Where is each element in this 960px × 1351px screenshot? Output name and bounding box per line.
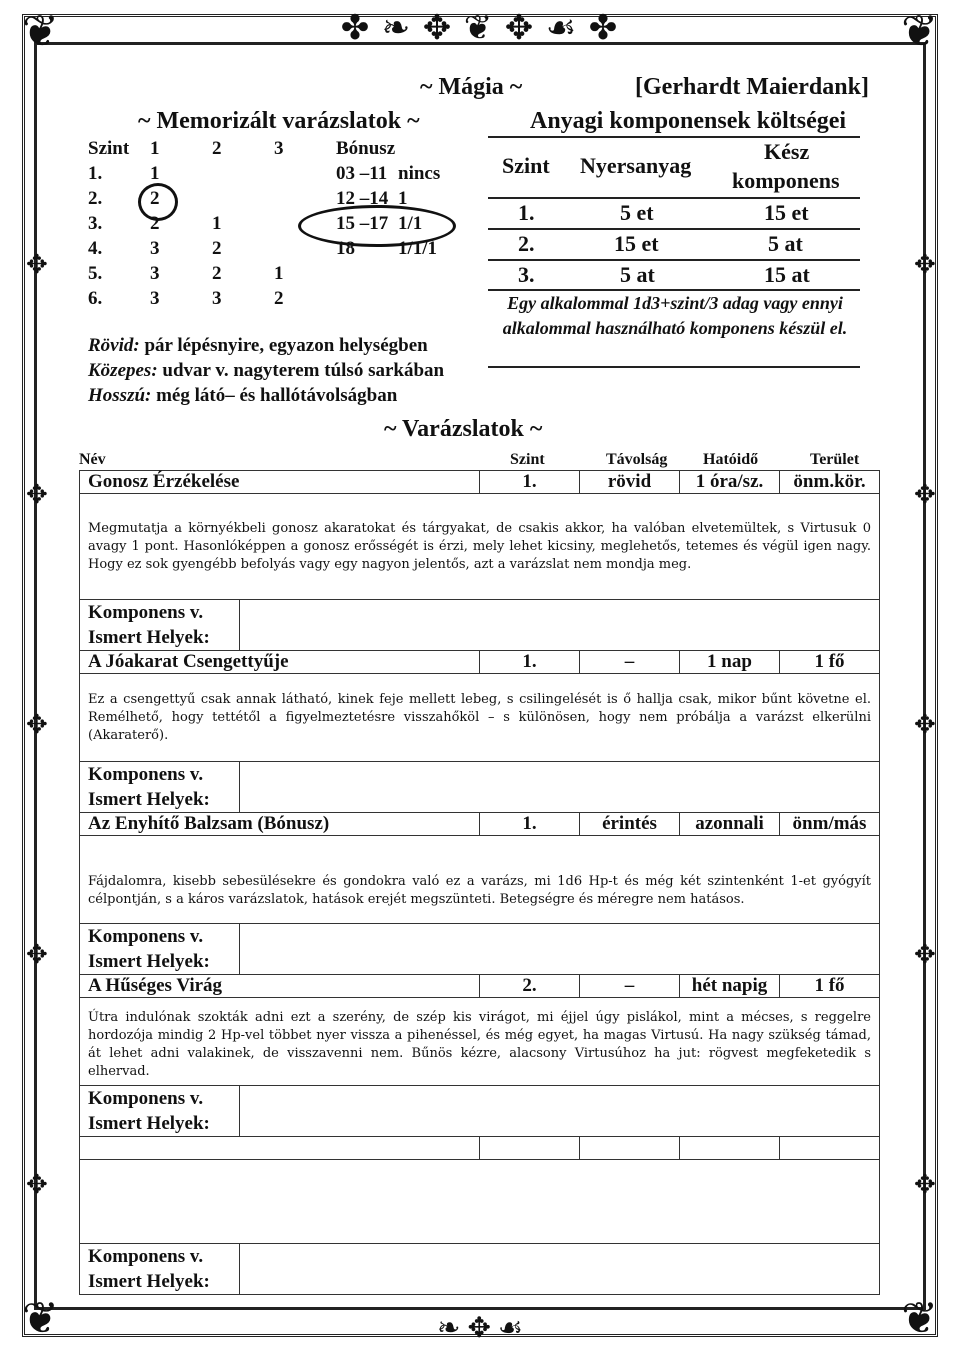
spell-header-row [80, 651, 880, 674]
spell-description-row [80, 836, 880, 924]
memorized-header-2: 2 [212, 138, 222, 159]
divider [488, 259, 860, 261]
spell-name: A Jóakarat Csengettyűje [80, 651, 480, 674]
spell-area: 1 fő [780, 651, 880, 674]
spell-area[interactable] [780, 1137, 880, 1160]
memorized-spells-title: ~ Memorizált varázslatok ~ [138, 108, 420, 134]
components-label [80, 1086, 240, 1137]
components-field[interactable] [240, 762, 880, 813]
spell-description[interactable] [80, 1160, 880, 1244]
components-label-line2: Ismert Helyek: [88, 1271, 210, 1292]
spell-duration: azonnali [680, 813, 780, 836]
memorized-cell: 2 [212, 263, 222, 284]
memorized-row-level: 3. [88, 213, 103, 234]
spell-range: – [580, 975, 680, 998]
components-row-ready: 15 et [764, 200, 809, 225]
column-header-area: Terület [810, 451, 860, 468]
components-row-level: 3. [518, 262, 535, 287]
divider [488, 136, 860, 138]
divider [488, 228, 860, 230]
spell-name: A Hűséges Virág [80, 975, 480, 998]
spell-header-row [80, 471, 880, 494]
corner-ornament-top-right: ❦ [901, 7, 938, 56]
range-short [88, 335, 428, 357]
spell-area: 1 fő [780, 975, 880, 998]
bonus-value: nincs [398, 163, 441, 184]
components-row-raw: 5 at [620, 262, 655, 287]
components-label-line2: Ismert Helyek: [88, 951, 210, 972]
spell-description: Ez a csengettyű csak annak látható, kinek feje mellett lebeg, s csilingelését is ő hallja csak, mikor bűnt követne el. Remélhető, hogy tettétől a figyelmeztetésre visszahőköl – s különösen, hogy nem próbálja a varázst elkerülni (Akaraterő). [80, 674, 880, 762]
components-label-line1: Komponens v. [88, 1246, 204, 1267]
components-label-line1: Komponens v. [88, 764, 204, 785]
spell-range[interactable] [580, 1137, 680, 1160]
column-header-level: Szint [510, 451, 545, 468]
top-ornament: ✤ ❧ ✥ ❦ ✥ ☙ ✤ [340, 10, 620, 47]
memorized-cell: 3 [150, 288, 160, 309]
spell-level: 1. [480, 813, 580, 836]
memorized-cell: 1 [150, 163, 160, 184]
components-label [80, 600, 240, 651]
hand-drawn-ellipse-mark [298, 205, 456, 247]
components-label-line2: Ismert Helyek: [88, 627, 210, 648]
components-title: Anyagi komponensek költségei [530, 108, 847, 134]
bonus-value: 1 [398, 188, 408, 209]
author-name: [Gerhardt Maierdank] [635, 74, 869, 100]
memorized-cell: 1 [274, 263, 284, 284]
components-label [80, 924, 240, 975]
components-note: Egy alkalommal 1d3+szint/3 adag vagy ennyi alkalommal használható komponens készül el. [502, 293, 848, 338]
spells-table [79, 470, 880, 1295]
spell-name: Gonosz Érzékelése [80, 471, 480, 494]
range-text: pár lépésnyire, egyazon helységben [144, 335, 428, 356]
memorized-cell: 2 [212, 238, 222, 259]
components-row-ready: 15 at [764, 262, 810, 287]
spells-section-title: ~ Varázslatok ~ [384, 416, 543, 442]
memorized-header-3: 3 [274, 138, 284, 159]
spell-description: Megmutatja a környékbeli gonosz akaratokat és tárgyakat, de csakis akkor, ha valóban elvetemültek, s Virtusuk 0 avagy 1 pont. Hasonlóképpen a gonosz erősségét is érzi, mely lehet kicsiny, meglehetős, tetemes és végül igen nagy. Hogy ez sok gyengébb befolyás vagy egy nagyon jelentős, azt a varázslat nem mondja meg. [80, 494, 880, 600]
spell-header-row [80, 1137, 880, 1160]
spell-components-row [80, 1086, 880, 1137]
spell-duration: 1 nap [680, 651, 780, 674]
spell-header-row [80, 813, 880, 836]
range-medium [88, 360, 444, 382]
divider [488, 197, 860, 199]
range-long [88, 385, 397, 407]
components-label-line1: Komponens v. [88, 602, 204, 623]
components-row-level: 1. [518, 200, 535, 225]
components-field[interactable] [240, 1244, 880, 1295]
spell-header-row [80, 975, 880, 998]
memorized-header-1: 1 [150, 138, 160, 159]
memorized-row-level: 2. [88, 188, 103, 209]
right-side-ornament: ✥ ✥ ✥ ✥ ✥ [914, 250, 936, 1199]
spell-range: rövid [580, 471, 680, 494]
range-label: Hosszú: [88, 385, 152, 406]
spell-level[interactable] [480, 1137, 580, 1160]
spell-duration: hét napig [680, 975, 780, 998]
bottom-ornament: ❧ ✥ ☙ [436, 1313, 524, 1344]
components-row-level: 2. [518, 231, 535, 256]
components-row-raw: 5 et [620, 200, 654, 225]
memorized-cell: 1 [212, 213, 222, 234]
corner-ornament-bottom-left: ❦ [22, 1294, 59, 1343]
divider [488, 366, 860, 368]
components-row-ready: 5 at [768, 231, 803, 256]
memorized-cell: 3 [150, 263, 160, 284]
memorized-row-level: 4. [88, 238, 103, 259]
bonus-value: 1/1 [398, 213, 423, 234]
spell-components-row [80, 924, 880, 975]
memorized-cell: 2 [150, 213, 160, 234]
components-header-ready: Kész [764, 139, 810, 164]
spell-range: érintés [580, 813, 680, 836]
components-row-raw: 15 et [614, 231, 659, 256]
memorized-cell: 2 [274, 288, 284, 309]
left-side-ornament: ✥ ✥ ✥ ✥ ✥ [26, 250, 48, 1199]
bonus-value: 1/1/1 [398, 238, 438, 259]
components-label-line1: Komponens v. [88, 1088, 204, 1109]
bonus-range: 03 –11 [336, 163, 388, 184]
memorized-header-level: Szint [88, 138, 130, 159]
spell-level: 1. [480, 471, 580, 494]
spell-level: 1. [480, 651, 580, 674]
range-label: Rövid: [88, 335, 140, 356]
spell-description: Fájdalomra, kisebb sebesülésekre és gondokra való ez a varázs, mi 1d6 Hp-t és még két szintenként 1-et gyógyít célpontján, s a káros varázslatok, hatások erejét megszünteti. Betegségre és méregre nem hatásos. [80, 836, 880, 924]
corner-ornament-bottom-right: ❦ [901, 1294, 938, 1343]
components-label-line1: Komponens v. [88, 926, 204, 947]
components-header-component: komponens [732, 168, 840, 193]
spell-description-row [80, 494, 880, 600]
memorized-cell: 2 [150, 188, 160, 209]
memorized-row-level: 5. [88, 263, 103, 284]
components-label [80, 1244, 240, 1295]
bonus-range: 18 [336, 238, 355, 259]
spell-area: önm.kör. [780, 471, 880, 494]
bonus-range: 12 –14 [336, 188, 389, 209]
spell-duration: 1 óra/sz. [680, 471, 780, 494]
bonus-range: 15 –17 [336, 213, 389, 234]
memorized-header-bonus: Bónusz [336, 138, 396, 159]
range-label: Közepes: [88, 360, 158, 381]
range-text: még látó– és hallótávolságban [156, 385, 398, 406]
components-label [80, 762, 240, 813]
spell-level: 2. [480, 975, 580, 998]
column-header-range: Távolság [606, 451, 668, 468]
memorized-row-level: 1. [88, 163, 103, 184]
spell-name[interactable] [80, 1137, 480, 1160]
memorized-cell: 3 [150, 238, 160, 259]
spell-description: Útra indulónak szokták adni ezt a szerény, de szép kis virágot, mi éjjel úgy pislákol, mint a mécses, s reggelre hordozója mindig 2 Hp-vel többet nyer vissza a pihenéssel, és még egyet, ha magas Virtusú. Ha nagy szükség támad, át lehet adni valakinek, de visszavenni nem. Bűnös kézre, alacsony Virtusúhoz ha jut: rögvest megfeketedik s elhervad. [80, 998, 880, 1086]
spell-duration[interactable] [680, 1137, 780, 1160]
spell-description-row [80, 998, 880, 1086]
spell-description-row [80, 1160, 880, 1244]
components-label-line2: Ismert Helyek: [88, 1113, 210, 1134]
spell-range: – [580, 651, 680, 674]
components-label-line2: Ismert Helyek: [88, 789, 210, 810]
components-header-raw: Nyersanyag [580, 153, 692, 178]
hand-drawn-circle-mark [138, 183, 178, 221]
spell-area: önm/más [780, 813, 880, 836]
components-field[interactable] [240, 924, 880, 975]
magic-section-title: ~ Mágia ~ [420, 74, 523, 100]
components-header-level: Szint [502, 153, 550, 178]
range-text: udvar v. nagyterem túlsó sarkában [162, 360, 445, 381]
memorized-cell: 3 [212, 288, 222, 309]
components-field[interactable] [240, 600, 880, 651]
spell-components-row [80, 600, 880, 651]
column-header-name: Név [79, 451, 106, 468]
corner-ornament-top-left: ❦ [22, 7, 59, 56]
column-header-duration: Hatóidő [703, 451, 759, 468]
spell-components-row [80, 762, 880, 813]
spell-description-row [80, 674, 880, 762]
spell-components-row [80, 1244, 880, 1295]
components-field[interactable] [240, 1086, 880, 1137]
spell-name: Az Enyhítő Balzsam (Bónusz) [80, 813, 480, 836]
memorized-row-level: 6. [88, 288, 103, 309]
